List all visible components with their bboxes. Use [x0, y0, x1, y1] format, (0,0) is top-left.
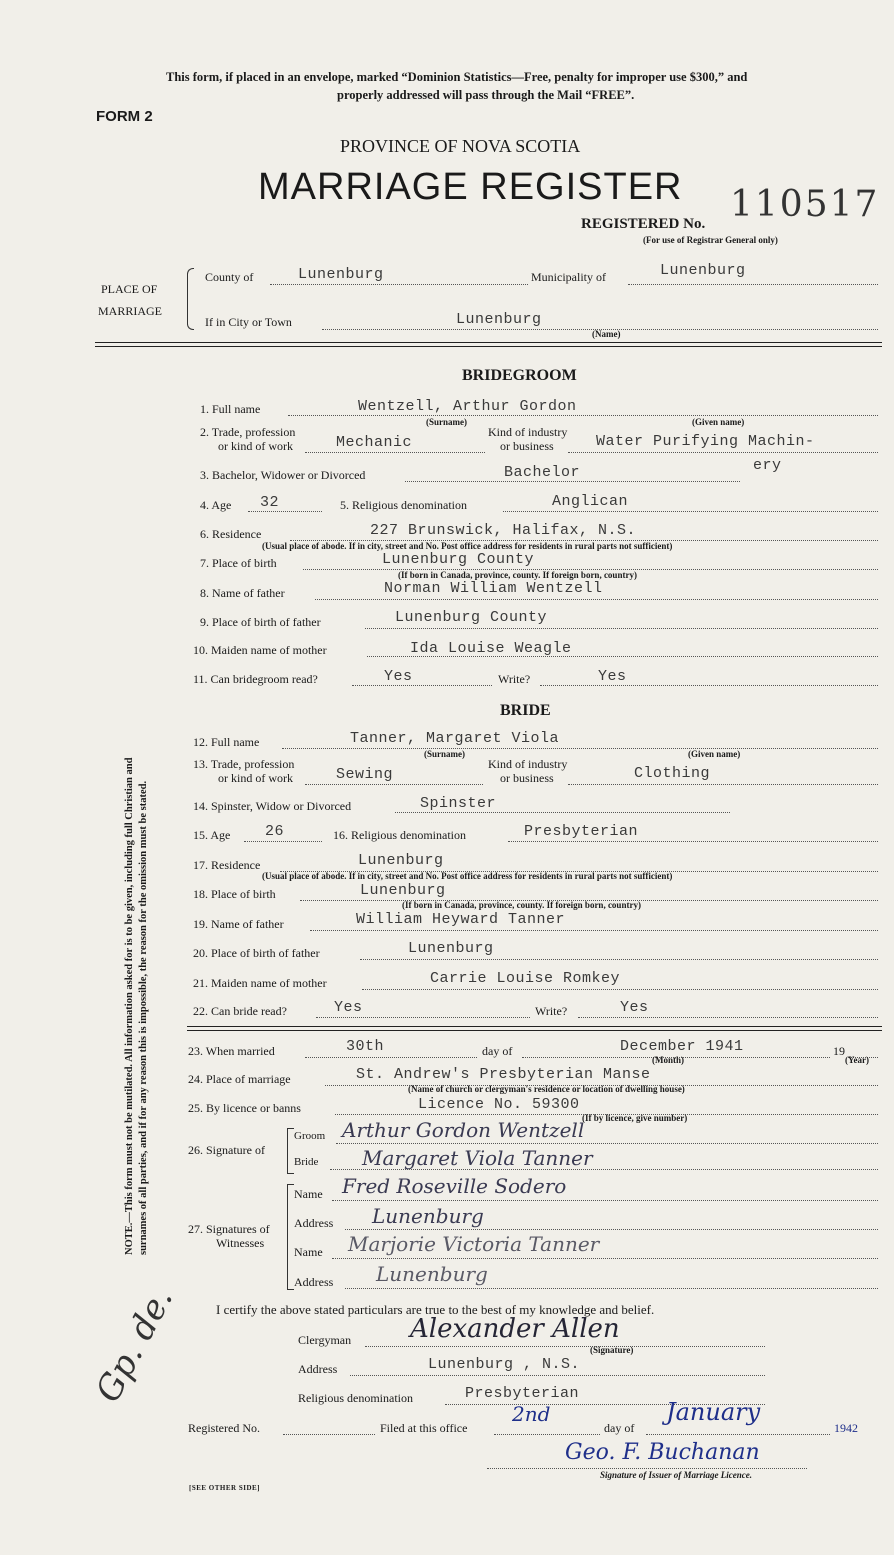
- filed-day-of-label: day of: [604, 1421, 635, 1435]
- witnesses-label-b: Witnesses: [216, 1236, 265, 1250]
- registered-number-label: REGISTERED No.: [581, 216, 706, 232]
- groom-industry-cont: ery: [753, 457, 782, 474]
- groom-status: Bachelor: [504, 464, 581, 481]
- province-heading: PROVINCE OF NOVA SCOTIA: [340, 136, 581, 156]
- signature-caption: (Signature): [590, 1345, 634, 1355]
- place-of-marriage-caption: (Name of church or clergyman's residence or location of dwelling house): [408, 1084, 685, 1094]
- filed-month: January: [666, 1398, 761, 1426]
- bride-industry-label-b: or business: [500, 771, 554, 785]
- bride-mother-label: 21. Maiden name of mother: [193, 976, 327, 990]
- witness1-address-label: Address: [294, 1216, 334, 1230]
- bride-residence-label: 17. Residence: [193, 858, 261, 872]
- side-note-line2: surnames of all parties, and if for any reason this is impossible, the reason for the omission must be stated.: [138, 780, 149, 1255]
- bride-write: Yes: [620, 999, 649, 1016]
- groom-industry: Water Purifying Machin-: [596, 433, 815, 450]
- bride-read-label: 22. Can bride read?: [193, 1004, 287, 1018]
- witness2-name-label: Name: [294, 1245, 323, 1259]
- groom-religion: Anglican: [552, 493, 629, 510]
- filed-day: 2nd: [512, 1402, 551, 1426]
- groom-residence-caption: (Usual place of abode. If in city, street and No. Post office address for residents in rural parts not sufficient): [262, 541, 673, 551]
- groom-religion-label: 5. Religious denomination: [340, 498, 467, 512]
- groom-trade-label-b: or kind of work: [218, 439, 293, 453]
- licence-number: Licence No. 59300: [418, 1096, 580, 1113]
- filed-year: 1942: [834, 1421, 858, 1435]
- clergyman-denomination-label: Religious denomination: [298, 1391, 413, 1405]
- bride-trade-label-b: or kind of work: [218, 771, 293, 785]
- footer-registered-label: Registered No.: [188, 1421, 260, 1435]
- bride-trade: Sewing: [336, 766, 394, 783]
- bride-write-label: Write?: [535, 1004, 568, 1018]
- issuer-caption: Signature of Issuer of Marriage Licence.: [600, 1470, 753, 1480]
- groom-industry-label-a: Kind of industry: [488, 425, 568, 439]
- place-heading-line2: MARRIAGE: [98, 304, 163, 318]
- groom-father: Norman William Wentzell: [384, 580, 603, 597]
- page-title: MARRIAGE REGISTER: [258, 166, 683, 208]
- groom-read-label: 11. Can bridegroom read?: [193, 672, 318, 686]
- groom-birthplace-label: 7. Place of birth: [200, 556, 277, 570]
- certification-statement: I certify the above stated particulars are true to the best of my knowledge and belief.: [216, 1302, 655, 1317]
- bride-given-caption: (Given name): [688, 749, 741, 759]
- bride-residence-caption: (Usual place of abode. If in city, street and No. Post office address for residents in rural parts not sufficient): [262, 871, 673, 881]
- bride-status-label: 14. Spinster, Widow or Divorced: [193, 799, 352, 813]
- bride-trade-label-a: 13. Trade, profession: [193, 757, 295, 771]
- groom-father-birth-label: 9. Place of birth of father: [200, 615, 321, 629]
- groom-status-label: 3. Bachelor, Widower or Divorced: [200, 468, 366, 482]
- municipality-label: Municipality of: [531, 270, 606, 284]
- clergyman-signature: Alexander Allen: [410, 1314, 620, 1344]
- groom-mother: Ida Louise Weagle: [410, 640, 572, 657]
- groom-residence: 227 Brunswick, Halifax, N.S.: [370, 522, 637, 539]
- groom-write-label: Write?: [498, 672, 531, 686]
- groom-signature: Arthur Gordon Wentzell: [342, 1118, 585, 1142]
- month-caption: (Month): [652, 1055, 684, 1065]
- bridegroom-heading: BRIDEGROOM: [462, 367, 577, 384]
- bride-father-birth-label: 20. Place of birth of father: [193, 946, 320, 960]
- when-married-label: 23. When married: [188, 1044, 275, 1058]
- county-value: Lunenburg: [298, 266, 384, 283]
- clergyman-address-label: Address: [298, 1362, 338, 1376]
- bride-mother: Carrie Louise Romkey: [430, 970, 621, 987]
- licence-caption: (If by licence, give number): [582, 1113, 688, 1123]
- postal-notice-line2: properly addressed will pass through the Mail “FREE”.: [337, 88, 635, 102]
- groom-surname-caption: (Surname): [426, 417, 467, 427]
- form-number: FORM 2: [96, 108, 153, 125]
- groom-given-caption: (Given name): [692, 417, 745, 427]
- signature-brace: [287, 1128, 294, 1174]
- bride-birthplace-label: 18. Place of birth: [193, 887, 276, 901]
- bride-full-name-label: 12. Full name: [193, 735, 260, 749]
- witness1-address: Lunenburg: [372, 1204, 484, 1228]
- bride-father: William Heyward Tanner: [356, 911, 566, 928]
- bride-status: Spinster: [420, 795, 497, 812]
- clergyman-label: Clergyman: [298, 1333, 352, 1347]
- municipality-value: Lunenburg: [660, 262, 746, 279]
- bride-full-name: Tanner, Margaret Viola: [350, 730, 560, 747]
- bride-industry: Clothing: [634, 765, 711, 782]
- groom-mother-label: 10. Maiden name of mother: [193, 643, 327, 657]
- day-of-label: day of: [482, 1044, 513, 1058]
- bride-read: Yes: [334, 999, 363, 1016]
- witness-brace: [287, 1184, 294, 1290]
- bride-birthplace: Lunenburg: [360, 882, 446, 899]
- place-heading-line1: PLACE OF: [101, 282, 158, 296]
- groom-birth-caption: (If born in Canada, province, county. If foreign born, country): [398, 570, 637, 580]
- bride-age-label: 15. Age: [193, 828, 231, 842]
- bride-age: 26: [265, 823, 285, 840]
- groom-trade-label-a: 2. Trade, profession: [200, 425, 296, 439]
- witness2-name: Marjorie Victoria Tanner: [348, 1232, 600, 1256]
- groom-age-label: 4. Age: [200, 498, 232, 512]
- place-of-marriage-label: 24. Place of marriage: [188, 1072, 291, 1086]
- issuer-signature: Geo. F. Buchanan: [565, 1440, 760, 1465]
- bride-signature: Margaret Viola Tanner: [362, 1146, 593, 1170]
- groom-write: Yes: [598, 668, 627, 685]
- registered-number: 110517: [730, 184, 880, 225]
- bride-father-birth: Lunenburg: [408, 940, 494, 957]
- year-caption: (Year): [845, 1055, 869, 1065]
- groom-full-name: Wentzell, Arthur Gordon: [358, 398, 577, 415]
- groom-sig-label: Groom: [294, 1130, 326, 1142]
- groom-birthplace: Lunenburg County: [382, 551, 535, 568]
- witness2-address: Lunenburg: [376, 1262, 488, 1286]
- groom-full-name-label: 1. Full name: [200, 402, 261, 416]
- signature-of-label: 26. Signature of: [188, 1143, 265, 1157]
- year-prefix: 19: [833, 1044, 845, 1058]
- margin-initials: Gp. de.: [88, 1281, 182, 1409]
- bride-industry-label-a: Kind of industry: [488, 757, 568, 771]
- bride-heading: BRIDE: [500, 702, 551, 719]
- witness1-name: Fred Roseville Sodero: [342, 1174, 567, 1198]
- groom-age: 32: [260, 494, 280, 511]
- clergyman-denomination: Presbyterian: [465, 1385, 580, 1402]
- witnesses-label-a: 27. Signatures of: [188, 1222, 270, 1236]
- city-value: Lunenburg: [456, 311, 542, 328]
- bride-religion-label: 16. Religious denomination: [333, 828, 466, 842]
- city-label: If in City or Town: [205, 315, 292, 329]
- filed-label: Filed at this office: [380, 1421, 468, 1435]
- bride-religion: Presbyterian: [524, 823, 639, 840]
- place-brace: [187, 268, 194, 330]
- postal-notice-line1: This form, if placed in an envelope, marked “Dominion Statistics—Free, penalty for improper use $300,” and: [166, 70, 748, 84]
- groom-industry-label-b: or business: [500, 439, 554, 453]
- groom-read: Yes: [384, 668, 413, 685]
- groom-residence-label: 6. Residence: [200, 527, 262, 541]
- county-label: County of: [205, 270, 254, 284]
- bride-residence: Lunenburg: [358, 852, 444, 869]
- witness2-address-label: Address: [294, 1275, 334, 1289]
- groom-father-label: 8. Name of father: [200, 586, 285, 600]
- bride-father-label: 19. Name of father: [193, 917, 284, 931]
- groom-trade: Mechanic: [336, 434, 413, 451]
- place-of-marriage: St. Andrew's Presbyterian Manse: [356, 1066, 651, 1083]
- marriage-month-year: December 1941: [620, 1038, 744, 1055]
- bride-birth-caption: (If born in Canada, province, county. If foreign born, country): [402, 900, 641, 910]
- marriage-day: 30th: [346, 1038, 385, 1055]
- clergyman-address: Lunenburg , N.S.: [428, 1356, 581, 1373]
- name-caption: (Name): [592, 329, 621, 339]
- bride-surname-caption: (Surname): [424, 749, 465, 759]
- registrar-note: (For use of Registrar General only): [643, 235, 778, 245]
- side-note-line1: NOTE.—This form must not be mutilated. All information asked for is to be given, including full Christian and: [124, 757, 135, 1255]
- licence-label: 25. By licence or banns: [188, 1101, 301, 1115]
- witness1-name-label: Name: [294, 1187, 323, 1201]
- bride-sig-label: Bride: [294, 1156, 319, 1168]
- groom-father-birth: Lunenburg County: [395, 609, 548, 626]
- see-other-side: [SEE OTHER SIDE]: [189, 1484, 261, 1492]
